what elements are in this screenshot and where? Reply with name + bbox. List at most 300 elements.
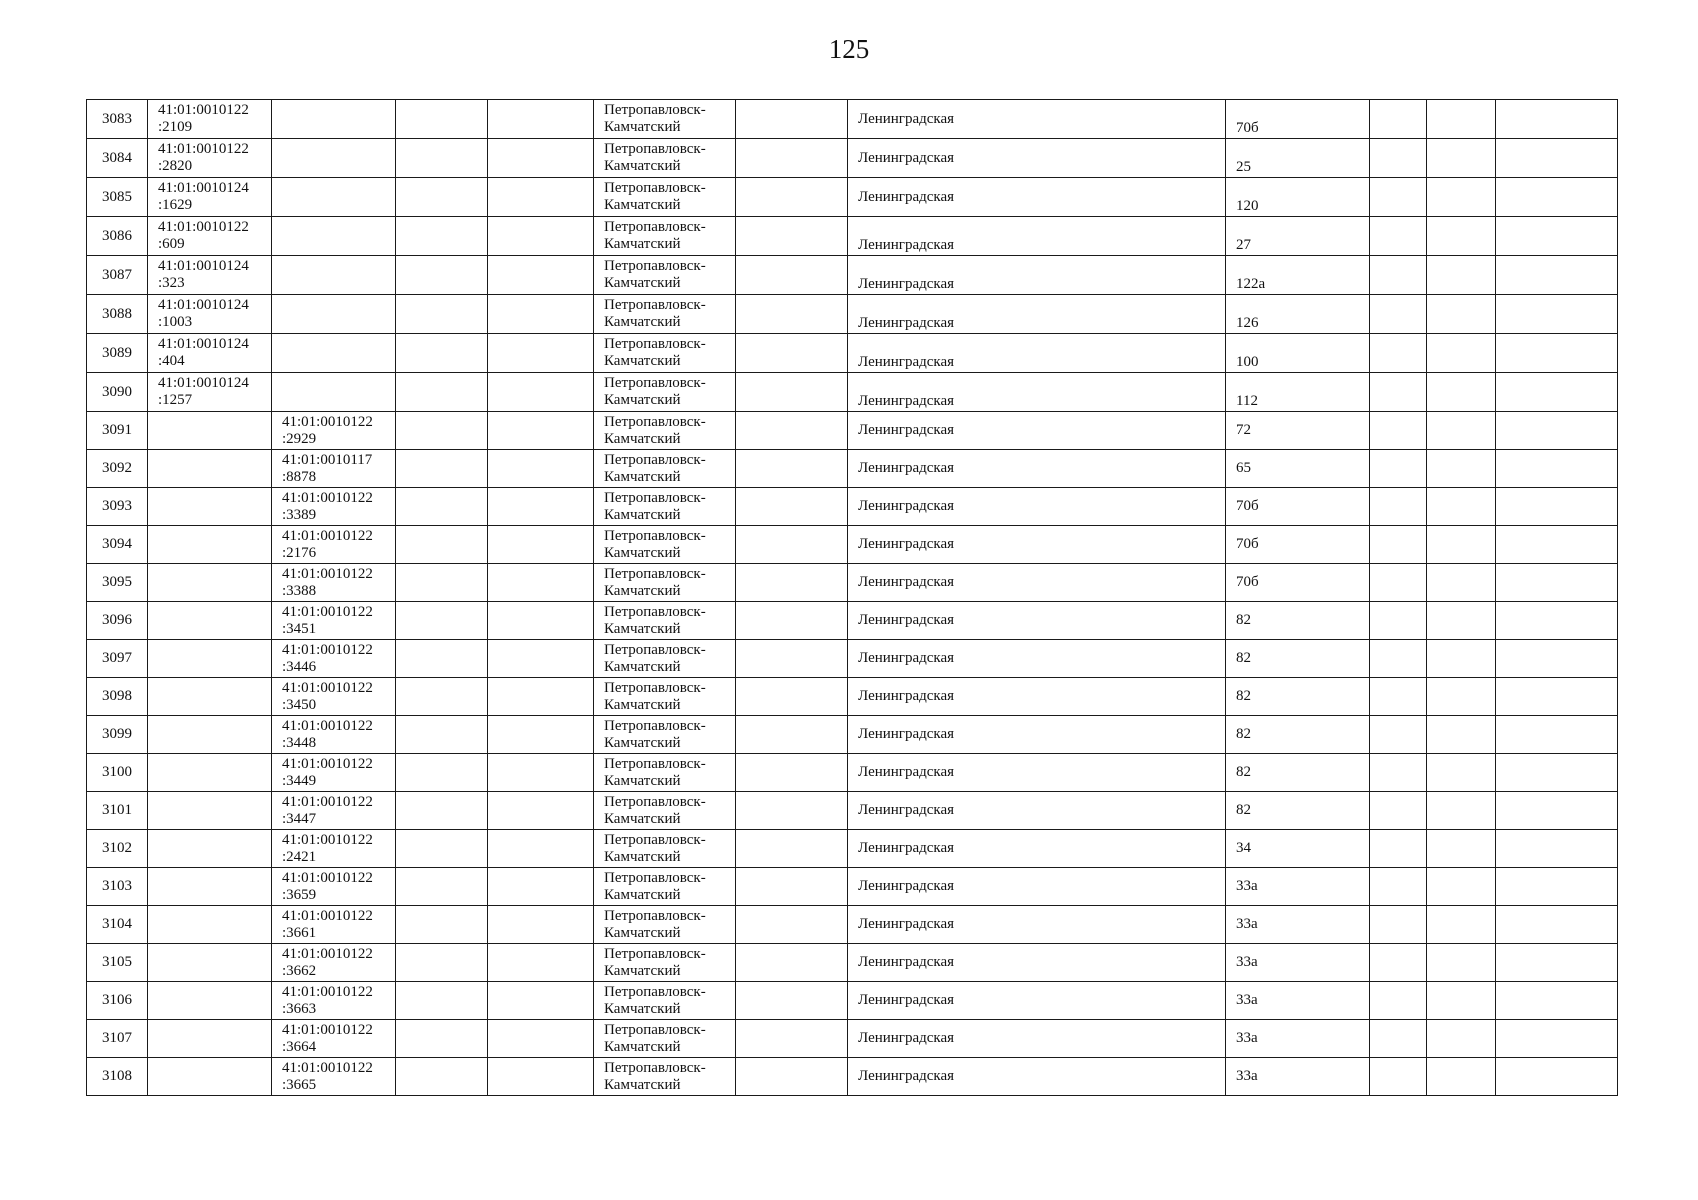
house-number-cell: 82 — [1226, 716, 1370, 754]
empty-cell — [396, 178, 488, 217]
city-line: Камчатский — [604, 119, 681, 135]
empty-cell — [1427, 1020, 1496, 1058]
cad_b-line: 41:01:0010122 — [282, 907, 373, 924]
cadastral-number-cell — [148, 139, 272, 178]
city-line: Камчатский — [604, 468, 681, 485]
city-cell — [594, 1020, 736, 1058]
empty-cell — [1496, 830, 1618, 868]
empty-cell — [1427, 256, 1496, 295]
empty-cell — [1427, 526, 1496, 564]
cad_a-line: :1629 — [158, 197, 193, 213]
empty-cell — [736, 982, 848, 1020]
cadastral-number-secondary-cell — [272, 564, 396, 602]
cadastral-number-cell — [148, 100, 272, 139]
empty-cell — [488, 640, 594, 678]
city-cell — [594, 868, 736, 906]
city-cell — [594, 830, 736, 868]
empty-cell — [1370, 754, 1427, 792]
city-cell — [594, 1058, 736, 1096]
empty-cell — [736, 564, 848, 602]
city-line: Камчатский — [604, 1000, 681, 1017]
city-line: Камчатский — [604, 1038, 681, 1055]
street-cell: Ленинградская — [848, 982, 1226, 1020]
empty-cell — [1370, 640, 1427, 678]
table-row — [87, 830, 1618, 868]
house-number-cell: 72 — [1226, 412, 1370, 450]
city-line: Камчатский — [604, 544, 681, 561]
empty-cell — [396, 868, 488, 906]
city-cell — [594, 982, 736, 1020]
empty-cell — [396, 830, 488, 868]
empty-cell — [396, 602, 488, 640]
empty-cell — [488, 217, 594, 256]
street-cell: Ленинградская — [848, 526, 1226, 564]
cad_b-line: 41:01:0010122 — [282, 831, 373, 848]
empty-cell — [488, 792, 594, 830]
city-line: Петропавловск- — [604, 375, 706, 391]
empty-cell — [396, 526, 488, 564]
house-number-cell: 120 — [1226, 178, 1370, 217]
empty-cell — [1427, 295, 1496, 334]
empty-cell — [736, 100, 848, 139]
empty-cell — [488, 868, 594, 906]
empty-cell — [396, 488, 488, 526]
empty-cell — [1427, 100, 1496, 139]
cadastral-number-cell — [148, 488, 272, 526]
house-number-cell: 25 — [1226, 139, 1370, 178]
row-number-cell: 3105 — [87, 944, 148, 982]
cad_b-line: 41:01:0010122 — [282, 565, 373, 582]
cad_a-line: :2109 — [158, 119, 193, 135]
cadastral-number-secondary-cell — [272, 526, 396, 564]
city-cell — [594, 450, 736, 488]
empty-cell — [1427, 678, 1496, 716]
empty-cell — [1496, 526, 1618, 564]
empty-cell — [396, 982, 488, 1020]
empty-cell — [1370, 526, 1427, 564]
street-cell: Ленинградская — [848, 256, 1226, 295]
cad_b-line: 41:01:0010122 — [282, 603, 373, 620]
empty-cell — [396, 217, 488, 256]
street-cell: Ленинградская — [848, 868, 1226, 906]
city-line: Петропавловск- — [604, 565, 706, 582]
empty-cell — [1427, 754, 1496, 792]
city-line: Петропавловск- — [604, 603, 706, 620]
empty-cell — [1370, 906, 1427, 944]
empty-cell — [1496, 792, 1618, 830]
table-row — [87, 217, 1618, 256]
empty-cell — [1427, 1058, 1496, 1096]
table-row — [87, 1058, 1618, 1096]
row-number-cell: 3098 — [87, 678, 148, 716]
cad_b-line: 41:01:0010122 — [282, 717, 373, 734]
cad_a-line: :1003 — [158, 314, 193, 330]
empty-cell — [1496, 450, 1618, 488]
city-line: Камчатский — [604, 430, 681, 447]
empty-cell — [1496, 982, 1618, 1020]
city-cell — [594, 373, 736, 412]
cad_b-line: :2176 — [282, 544, 317, 561]
house-number-cell: 70б — [1226, 526, 1370, 564]
city-line: Камчатский — [604, 275, 681, 291]
cadastral-number-cell — [148, 830, 272, 868]
street-cell: Ленинградская — [848, 295, 1226, 334]
house-number-cell: 33а — [1226, 1020, 1370, 1058]
empty-cell — [1427, 640, 1496, 678]
city-line: Петропавловск- — [604, 141, 706, 157]
empty-cell — [396, 256, 488, 295]
empty-cell — [488, 412, 594, 450]
city-line: Петропавловск- — [604, 755, 706, 772]
house-number-cell: 34 — [1226, 830, 1370, 868]
empty-cell — [736, 334, 848, 373]
empty-cell — [396, 754, 488, 792]
city-line: Петропавловск- — [604, 527, 706, 544]
empty-cell — [1370, 450, 1427, 488]
empty-cell — [488, 450, 594, 488]
empty-cell — [396, 334, 488, 373]
street-cell: Ленинградская — [848, 564, 1226, 602]
empty-cell — [1427, 944, 1496, 982]
city-line: Камчатский — [604, 620, 681, 637]
street-cell: Ленинградская — [848, 334, 1226, 373]
house-number-cell: 112 — [1226, 373, 1370, 412]
city-line: Камчатский — [604, 353, 681, 369]
street-cell: Ленинградская — [848, 450, 1226, 488]
cadastral-number-cell — [148, 526, 272, 564]
house-number-cell: 33а — [1226, 1058, 1370, 1096]
empty-cell — [488, 373, 594, 412]
empty-cell — [1496, 564, 1618, 602]
empty-cell — [396, 1020, 488, 1058]
table-row — [87, 295, 1618, 334]
row-number-cell: 3086 — [87, 217, 148, 256]
empty-cell — [1427, 716, 1496, 754]
empty-cell — [1370, 564, 1427, 602]
city-line: Камчатский — [604, 197, 681, 213]
house-number-cell: 33а — [1226, 982, 1370, 1020]
city-line: Петропавловск- — [604, 983, 706, 1000]
cad_b-line: :3451 — [282, 620, 317, 637]
cad_b-line: :2421 — [282, 848, 317, 865]
empty-cell — [736, 754, 848, 792]
city-line: Петропавловск- — [604, 451, 706, 468]
cad_a-line: 41:01:0010124 — [158, 297, 249, 313]
empty-cell — [1370, 868, 1427, 906]
empty-cell — [1370, 217, 1427, 256]
empty-cell — [1496, 488, 1618, 526]
empty-cell — [396, 295, 488, 334]
cadastral-number-secondary-cell — [272, 217, 396, 256]
table-row — [87, 602, 1618, 640]
cad_a-line: 41:01:0010122 — [158, 102, 249, 118]
empty-cell — [488, 1058, 594, 1096]
row-number-cell: 3084 — [87, 139, 148, 178]
empty-cell — [1370, 982, 1427, 1020]
empty-cell — [1370, 1058, 1427, 1096]
cadastral-number-cell — [148, 373, 272, 412]
city-line: Камчатский — [604, 506, 681, 523]
table-row — [87, 868, 1618, 906]
empty-cell — [1496, 139, 1618, 178]
empty-cell — [736, 944, 848, 982]
empty-cell — [488, 178, 594, 217]
house-number-cell: 70б — [1226, 100, 1370, 139]
cad_a-line: 41:01:0010124 — [158, 375, 249, 391]
street-cell: Ленинградская — [848, 830, 1226, 868]
empty-cell — [1496, 602, 1618, 640]
cad_a-line: 41:01:0010122 — [158, 141, 249, 157]
empty-cell — [488, 256, 594, 295]
empty-cell — [1496, 1020, 1618, 1058]
cad_a-line: 41:01:0010122 — [158, 219, 249, 235]
cadastral-number-cell — [148, 564, 272, 602]
empty-cell — [736, 792, 848, 830]
cadastral-number-cell — [148, 754, 272, 792]
street-cell: Ленинградская — [848, 602, 1226, 640]
cad_b-line: :3388 — [282, 582, 317, 599]
table-row — [87, 450, 1618, 488]
empty-cell — [1496, 217, 1618, 256]
house-number-cell: 70б — [1226, 488, 1370, 526]
row-number-cell: 3096 — [87, 602, 148, 640]
row-number-cell: 3092 — [87, 450, 148, 488]
street-cell: Ленинградская — [848, 373, 1226, 412]
empty-cell — [736, 526, 848, 564]
cadastral-number-secondary-cell — [272, 256, 396, 295]
row-number-cell: 3101 — [87, 792, 148, 830]
city-line: Петропавловск- — [604, 679, 706, 696]
cad_a-line: :404 — [158, 353, 185, 369]
cad_b-line: :3447 — [282, 810, 317, 827]
cad_b-line: 41:01:0010122 — [282, 1059, 373, 1076]
house-number-cell: 70б — [1226, 564, 1370, 602]
empty-cell — [1370, 373, 1427, 412]
city-cell — [594, 100, 736, 139]
cad_b-line: :3389 — [282, 506, 317, 523]
city-line: Камчатский — [604, 1076, 681, 1093]
empty-cell — [1427, 564, 1496, 602]
city-cell — [594, 295, 736, 334]
cad_a-line: 41:01:0010124 — [158, 258, 249, 274]
empty-cell — [1427, 178, 1496, 217]
cadastral-number-secondary-cell — [272, 830, 396, 868]
cadastral-number-cell — [148, 412, 272, 450]
cad_b-line: :3662 — [282, 962, 317, 979]
empty-cell — [1496, 906, 1618, 944]
city-cell — [594, 716, 736, 754]
empty-cell — [396, 792, 488, 830]
table-row — [87, 412, 1618, 450]
empty-cell — [1427, 602, 1496, 640]
empty-cell — [1370, 100, 1427, 139]
empty-cell — [1496, 944, 1618, 982]
row-number-cell: 3093 — [87, 488, 148, 526]
street-cell: Ленинградская — [848, 754, 1226, 792]
empty-cell — [396, 412, 488, 450]
cad_b-line: :3449 — [282, 772, 317, 789]
cad_b-line: :8878 — [282, 468, 317, 485]
page-number: 125 — [828, 34, 870, 64]
city-line: Петропавловск- — [604, 1059, 706, 1076]
empty-cell — [1496, 716, 1618, 754]
empty-cell — [1496, 295, 1618, 334]
cadastral-number-cell — [148, 217, 272, 256]
empty-cell — [488, 754, 594, 792]
cad_b-line: 41:01:0010122 — [282, 945, 373, 962]
street-cell: Ленинградская — [848, 906, 1226, 944]
cadastral-number-secondary-cell — [272, 944, 396, 982]
cad_a-line: :609 — [158, 236, 185, 252]
cadastral-number-secondary-cell — [272, 1058, 396, 1096]
cad_b-line: 41:01:0010122 — [282, 869, 373, 886]
city-cell — [594, 678, 736, 716]
empty-cell — [1427, 982, 1496, 1020]
city-line: Петропавловск- — [604, 1021, 706, 1038]
house-number-cell: 33а — [1226, 868, 1370, 906]
empty-cell — [736, 450, 848, 488]
empty-cell — [1427, 334, 1496, 373]
row-number-cell: 3108 — [87, 1058, 148, 1096]
city-cell — [594, 906, 736, 944]
empty-cell — [1496, 100, 1618, 139]
cadastral-number-cell — [148, 295, 272, 334]
table-row — [87, 100, 1618, 139]
empty-cell — [1370, 792, 1427, 830]
table-row — [87, 256, 1618, 295]
house-number-cell: 126 — [1226, 295, 1370, 334]
empty-cell — [736, 906, 848, 944]
cad_b-line: :2929 — [282, 430, 317, 447]
empty-cell — [396, 450, 488, 488]
cadastral-number-cell — [148, 792, 272, 830]
city-cell — [594, 602, 736, 640]
cadastral-number-secondary-cell — [272, 373, 396, 412]
street-cell: Ленинградская — [848, 100, 1226, 139]
cadastral-number-cell — [148, 906, 272, 944]
city-line: Камчатский — [604, 236, 681, 252]
empty-cell — [396, 564, 488, 602]
table-row — [87, 754, 1618, 792]
street-cell: Ленинградская — [848, 640, 1226, 678]
cadastral-number-secondary-cell — [272, 178, 396, 217]
empty-cell — [1496, 1058, 1618, 1096]
table-row — [87, 488, 1618, 526]
cadastral-number-secondary-cell — [272, 412, 396, 450]
empty-cell — [1496, 868, 1618, 906]
street-cell: Ленинградская — [848, 1020, 1226, 1058]
cadastral-number-secondary-cell — [272, 678, 396, 716]
empty-cell — [1370, 830, 1427, 868]
empty-cell — [1427, 488, 1496, 526]
table-row — [87, 373, 1618, 412]
city-line: Петропавловск- — [604, 793, 706, 810]
cadastral-number-cell — [148, 602, 272, 640]
row-number-cell: 3097 — [87, 640, 148, 678]
empty-cell — [736, 678, 848, 716]
empty-cell — [396, 716, 488, 754]
row-number-cell: 3087 — [87, 256, 148, 295]
row-number-cell: 3083 — [87, 100, 148, 139]
registry-table — [86, 99, 1618, 1096]
empty-cell — [488, 334, 594, 373]
empty-cell — [488, 488, 594, 526]
city-line: Петропавловск- — [604, 869, 706, 886]
cad_a-line: 41:01:0010124 — [158, 180, 249, 196]
empty-cell — [736, 217, 848, 256]
street-cell: Ленинградская — [848, 488, 1226, 526]
house-number-cell: 82 — [1226, 640, 1370, 678]
empty-cell — [488, 526, 594, 564]
table-row — [87, 526, 1618, 564]
empty-cell — [1427, 139, 1496, 178]
cad_b-line: :3661 — [282, 924, 317, 941]
cadastral-number-secondary-cell — [272, 139, 396, 178]
city-line: Петропавловск- — [604, 907, 706, 924]
empty-cell — [736, 1020, 848, 1058]
city-line: Петропавловск- — [604, 297, 706, 313]
empty-cell — [488, 906, 594, 944]
empty-cell — [396, 944, 488, 982]
empty-cell — [1370, 1020, 1427, 1058]
empty-cell — [1370, 716, 1427, 754]
street-cell: Ленинградская — [848, 678, 1226, 716]
city-line: Петропавловск- — [604, 258, 706, 274]
table-body — [87, 100, 1618, 1096]
table-row — [87, 334, 1618, 373]
empty-cell — [736, 868, 848, 906]
table-row — [87, 906, 1618, 944]
empty-cell — [1370, 412, 1427, 450]
empty-cell — [488, 602, 594, 640]
empty-cell — [736, 178, 848, 217]
city-line: Камчатский — [604, 886, 681, 903]
cad_a-line: :323 — [158, 275, 185, 291]
empty-cell — [1496, 678, 1618, 716]
empty-cell — [488, 716, 594, 754]
table-row — [87, 178, 1618, 217]
city-cell — [594, 412, 736, 450]
row-number-cell: 3103 — [87, 868, 148, 906]
cadastral-number-secondary-cell — [272, 334, 396, 373]
street-cell: Ленинградская — [848, 217, 1226, 256]
city-cell — [594, 564, 736, 602]
empty-cell — [1370, 488, 1427, 526]
empty-cell — [1496, 640, 1618, 678]
cad_b-line: :3664 — [282, 1038, 317, 1055]
empty-cell — [1370, 178, 1427, 217]
cad_b-line: 41:01:0010122 — [282, 793, 373, 810]
empty-cell — [1427, 450, 1496, 488]
cadastral-number-cell — [148, 178, 272, 217]
city-cell — [594, 488, 736, 526]
cad_b-line: 41:01:0010122 — [282, 413, 373, 430]
empty-cell — [1496, 373, 1618, 412]
empty-cell — [736, 295, 848, 334]
empty-cell — [736, 602, 848, 640]
row-number-cell: 3091 — [87, 412, 148, 450]
city-cell — [594, 139, 736, 178]
house-number-cell: 82 — [1226, 602, 1370, 640]
cadastral-number-secondary-cell — [272, 792, 396, 830]
house-number-cell: 82 — [1226, 754, 1370, 792]
empty-cell — [1427, 412, 1496, 450]
cadastral-number-cell — [148, 1058, 272, 1096]
city-cell — [594, 178, 736, 217]
cadastral-number-cell — [148, 868, 272, 906]
city-cell — [594, 944, 736, 982]
cadastral-number-cell — [148, 1020, 272, 1058]
